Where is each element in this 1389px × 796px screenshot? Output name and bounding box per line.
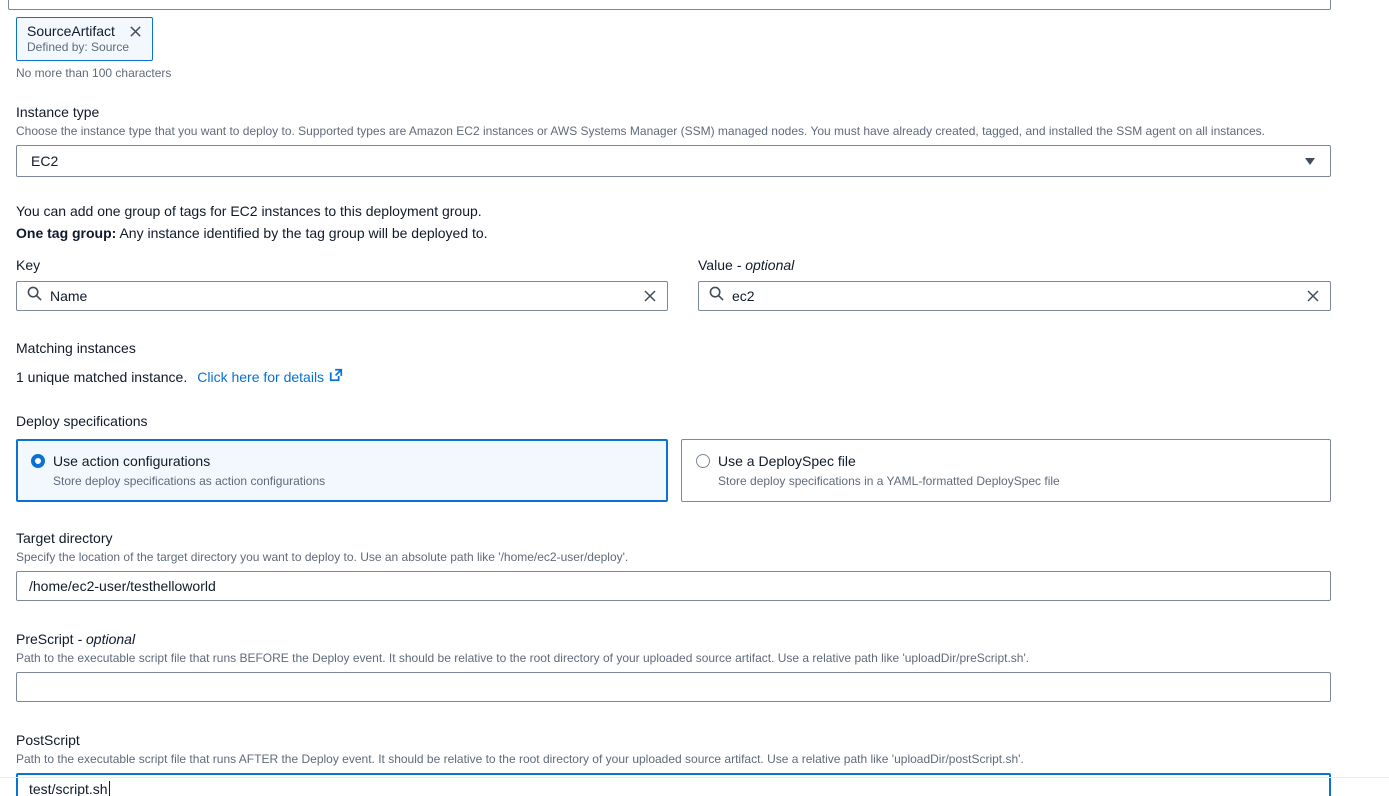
- tag-key-field: [16, 255, 668, 311]
- instance-type-label: Instance type: [16, 104, 100, 120]
- text-cursor: [109, 781, 111, 796]
- instance-type-select[interactable]: [16, 145, 1331, 177]
- matching-instances-label: Matching instances: [16, 340, 136, 356]
- postscript-input-value: test/script.sh: [29, 781, 108, 796]
- radio-card-description: Store deploy specifications as action configurations: [53, 474, 326, 488]
- chip-sublabel: Defined by: Source: [27, 40, 130, 54]
- radio-card-description: Store deploy specifications in a YAML-formatted DeploySpec file: [718, 474, 1060, 488]
- tag-group-bold: One tag group:: [16, 225, 117, 241]
- instance-type-selected-value: EC2: [31, 153, 59, 169]
- tag-value-label-main: Value: [698, 257, 737, 273]
- source-artifact-chip[interactable]: [16, 17, 153, 61]
- radio-card-label: Use a DeploySpec file: [718, 453, 856, 469]
- radio-selected-icon[interactable]: [31, 454, 45, 468]
- tag-key-input[interactable]: [50, 288, 635, 304]
- search-icon: [27, 286, 42, 306]
- tag-value-searchbox: [698, 281, 1331, 311]
- tag-value-input[interactable]: [732, 288, 1298, 304]
- tag-group-rest: Any instance identified by the tag group will be deployed to.: [116, 225, 488, 241]
- close-icon[interactable]: [129, 25, 142, 38]
- tag-value-label-optional: - optional: [736, 257, 795, 273]
- section-divider: [0, 777, 1389, 778]
- target-directory-label: Target directory: [16, 530, 113, 546]
- details-link-label: Click here for details: [197, 368, 325, 385]
- external-link-icon: [329, 368, 343, 385]
- tag-value-label: [698, 255, 1331, 275]
- radio-card-action-configurations[interactable]: [16, 439, 668, 502]
- chevron-down-icon: [1304, 153, 1316, 169]
- deploy-specifications-label: Deploy specifications: [16, 413, 148, 429]
- prescript-label-main: PreScript: [16, 631, 78, 647]
- tag-group-text-line1: You can add one group of tags for EC2 instances to this deployment group.: [16, 203, 482, 219]
- instance-type-description: Choose the instance type that you want to deploy to. Supported types are Amazon EC2 instances or AWS Systems Manager (SSM) managed nodes. You must have already created, tagged, and installed the SSM agent on all instances.: [16, 124, 1265, 138]
- tag-group-text-line2: [16, 223, 1331, 243]
- details-link[interactable]: [197, 368, 343, 385]
- prescript-label: [16, 629, 1331, 649]
- clear-icon[interactable]: [643, 289, 657, 303]
- tag-key-label: Key: [16, 257, 41, 273]
- constraint-text: No more than 100 characters: [16, 66, 172, 80]
- target-directory-description: Specify the location of the target directory you want to deploy to. Use an absolute path like '/home/ec2-user/deploy'.: [16, 550, 629, 564]
- prescript-input[interactable]: [16, 672, 1331, 702]
- prescript-description: Path to the executable script file that runs BEFORE the Deploy event. It should be relative to the root directory of your uploaded source artifact. Use a relative path like 'uploadDir/preScript.sh'.: [16, 651, 1030, 665]
- search-icon: [709, 286, 724, 306]
- tag-key-searchbox: [16, 281, 668, 311]
- clear-icon[interactable]: [1306, 289, 1320, 303]
- postscript-description: Path to the executable script file that runs AFTER the Deploy event. It should be relative to the root directory of your uploaded source artifact. Use a relative path like 'uploadDir/postScript.sh'.: [16, 752, 1024, 766]
- prescript-label-optional: - optional: [77, 631, 136, 647]
- radio-card-label: Use action configurations: [53, 453, 211, 469]
- matched-instance-text: 1 unique matched instance.: [16, 368, 188, 385]
- target-directory-input[interactable]: [16, 571, 1331, 601]
- postscript-label: PostScript: [16, 732, 80, 748]
- tag-value-field: [698, 255, 1331, 311]
- radio-unselected-icon[interactable]: [696, 454, 710, 468]
- radio-card-deployspec-file[interactable]: [681, 439, 1331, 502]
- chip-label: SourceArtifact: [27, 23, 115, 39]
